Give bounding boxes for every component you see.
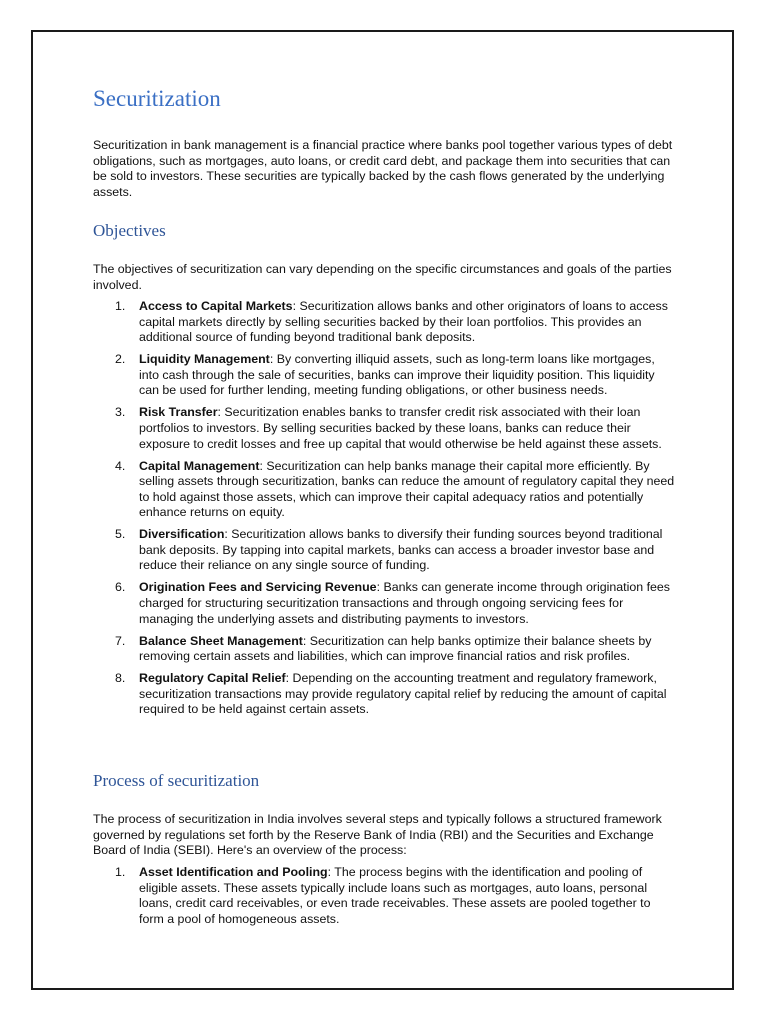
list-item-number: 3. <box>115 405 126 420</box>
list-item <box>93 671 678 718</box>
list-item-text: : Securitization can help banks manage their capital more efficiently. By selling assets through securitization, banks can reduce the amount of regulatory capital they need to hold against those assets, which can improve their capital adequacy ratios and potentially enhance returns on equity. <box>139 458 675 520</box>
list-item-text: : Securitization allows banks to diversify their funding sources beyond traditional bank deposits. By tapping into capital markets, banks can access a broader investor base and reduce their reliance on any single source of funding. <box>139 527 663 573</box>
list-item <box>93 865 678 927</box>
list-item-term: Risk Transfer <box>139 405 218 420</box>
list-item-text: : Securitization enables banks to transfer credit risk associated with their loan portfolios to investors. By selling securities backed by these loans, banks can reduce their exposure to credit losses and free up capital that would otherwise be held against these assets. <box>139 405 662 451</box>
list-item-number: 6. <box>115 580 126 595</box>
list-item-number: 4. <box>115 458 126 473</box>
list-item-text: : Banks can generate income through origination fees charged for structuring securitization transactions and through ongoing servicing fees for managing the underlying assets and distributing payments to investors. <box>139 580 670 626</box>
document-page <box>31 30 734 990</box>
list-item-term: Access to Capital Markets <box>139 299 293 313</box>
list-item-term: Regulatory Capital Relief <box>139 671 286 686</box>
list-item-term: Asset Identification and Pooling <box>139 865 328 879</box>
list-item-text: : The process begins with the identification and pooling of eligible assets. These assets typically include loans such as mortgages, auto loans, personal loans, credit card receivables, or even trade receivables. These assets are pooled together to form a pool of homogeneous assets. <box>139 865 651 926</box>
list-item-number: 5. <box>115 527 126 542</box>
list-item-number: 2. <box>115 352 126 367</box>
process-heading: Process of securitization <box>93 771 260 790</box>
list-item <box>93 527 678 574</box>
list-item <box>93 634 678 665</box>
list-item <box>93 352 678 399</box>
list-item-term: Liquidity Management <box>139 352 270 367</box>
list-item-number: 8. <box>115 671 126 686</box>
list-item-term: Diversification <box>139 527 225 542</box>
list-item <box>93 299 678 346</box>
objectives-list <box>93 299 678 724</box>
list-item-text: : Depending on the accounting treatment and regulatory framework, securitization transactions may provide regulatory capital relief by reducing the amount of capital required to be held against certain assets. <box>139 671 667 717</box>
list-item <box>93 459 678 521</box>
list-item-term: Capital Management <box>139 458 260 473</box>
list-item-text: : Securitization allows banks and other originators of loans to access capital markets directly by selling securities backed by their loan portfolios. This provides an additional source of funding beyond traditional bank deposits. <box>139 299 668 345</box>
list-item-term: Origination Fees and Servicing Revenue <box>139 580 377 595</box>
process-intro: The process of securitization in India involves several steps and typically follows a structured framework governed by regulations set forth by the Reserve Bank of India (RBI) and the Securities and Exchange Board of India (SEBI). Here's an overview of the process: <box>93 812 662 858</box>
list-item <box>93 580 678 627</box>
list-item <box>93 405 678 452</box>
list-item-text: : Securitization can help banks optimize their balance sheets by removing certain assets and liabilities, which can improve financial ratios and risk profiles. <box>139 633 652 664</box>
list-item-number: 7. <box>115 633 126 648</box>
list-item-term: Balance Sheet Management <box>139 633 303 648</box>
list-item-number: 1. <box>115 865 126 879</box>
process-list <box>93 865 678 934</box>
objectives-intro: The objectives of securitization can vary depending on the specific circumstances and goals of the parties involved. <box>93 262 672 292</box>
intro-paragraph: Securitization in bank management is a financial practice where banks pool together various types of debt obligations, such as mortgages, auto loans, or credit card debt, and package them into securities that can be sold to investors. These securities are typically backed by the cash flows generated by the underlying assets. <box>93 138 673 199</box>
objectives-heading: Objectives <box>93 221 166 240</box>
document-title: Securitization <box>93 86 221 111</box>
list-item-text: : By converting illiquid assets, such as long-term loans like mortgages, into cash through the sale of securities, banks can improve their liquidity position. This liquidity can be used for further lending, meeting funding obligations, or other business needs. <box>139 352 655 398</box>
list-item-number: 1. <box>115 299 126 313</box>
